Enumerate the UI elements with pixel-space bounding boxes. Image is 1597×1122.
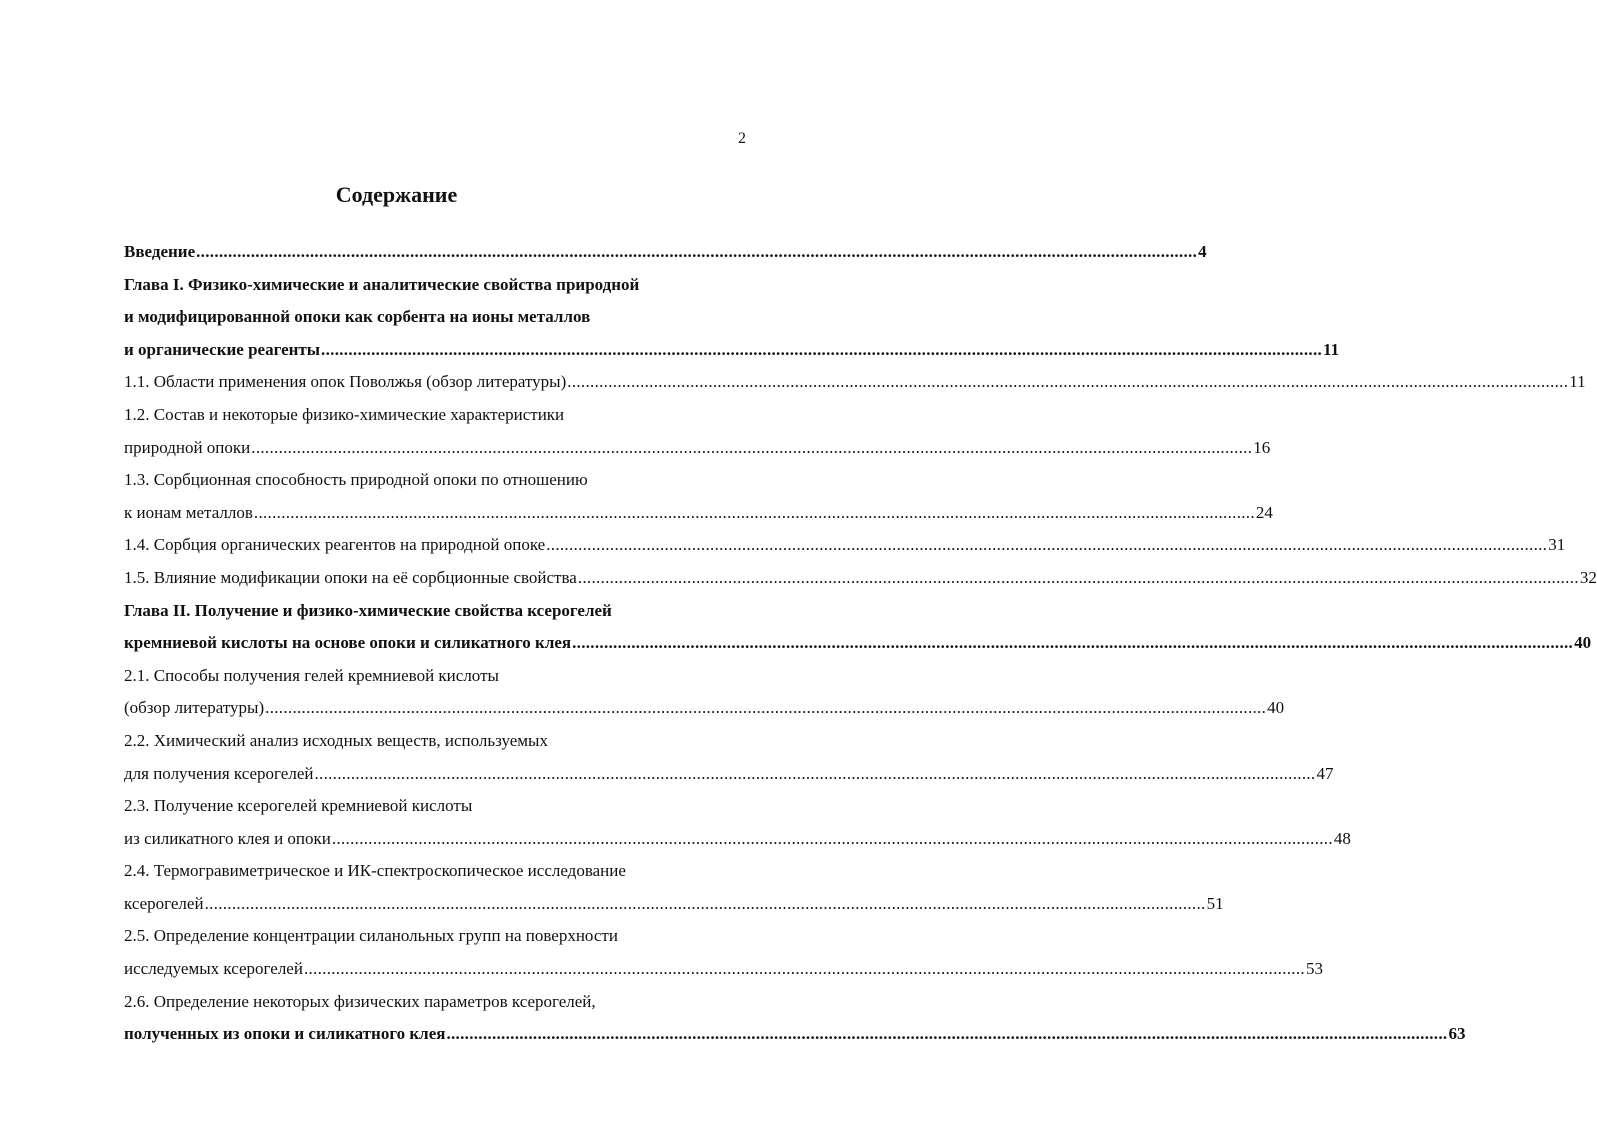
toc-leader-dots: ............................................................................................................................................................................................................................ (572, 633, 1574, 653)
toc-entry-text: 2.5. Определение концентрации силанольных групп на поверхности (124, 926, 618, 946)
toc-entry (124, 660, 722, 693)
toc-leader-dots: ............................................................................................................................................................................................................................ (567, 372, 1569, 392)
toc-leader-dots: ............................................................................................................................................................................................................................ (321, 339, 1323, 359)
toc-leader-dots: ............................................................................................................................................................................................................................ (204, 893, 1206, 913)
toc-entry-text: и модифицированной опоки как сорбента на ионы металлов (124, 307, 591, 327)
toc-leader-dots: ............................................................................................................................................................................................................................ (446, 1024, 1448, 1044)
toc-entry-text: полученных из опоки и силикатного клея (124, 1024, 446, 1044)
toc-entry-text: Введение (124, 242, 196, 261)
toc-entry-text: к ионам металлов (124, 502, 253, 522)
toc-page-number: 48 (1333, 828, 1351, 848)
toc-entry-text: Глава II. Получение и физико-химические свойства ксерогелей (124, 600, 612, 620)
toc-entry (124, 790, 722, 823)
toc-leader-dots: ............................................................................................................................................................................................................................ (253, 502, 1255, 522)
toc-page-number: 32 (1579, 567, 1597, 587)
toc-page-number: 40 (1574, 633, 1592, 653)
toc-page-number: 51 (1206, 893, 1224, 913)
page-number: 2 (738, 130, 746, 147)
toc-page-number: 11 (1323, 339, 1340, 359)
toc-entry-text: 1.2. Состав и некоторые физико-химические характеристики (124, 404, 565, 424)
toc-entry (124, 758, 1334, 791)
toc-entry (124, 236, 1207, 269)
toc-entry-text: Глава I. Физико-химические и аналитические свойства природной (124, 274, 640, 294)
toc-page-number: 4 (1198, 242, 1207, 261)
toc-entry-text: исследуемых ксерогелей (124, 959, 303, 979)
toc-leader-dots: ............................................................................................................................................................................................................................ (303, 959, 1305, 979)
toc-entry (124, 953, 1323, 986)
toc-entry-text: 1.1. Области применения опок Поволжья (обзор литературы) (124, 372, 567, 392)
toc-page-number: 16 (1253, 437, 1271, 457)
toc-leader-dots: ............................................................................................................................................................................................................................ (314, 763, 1316, 783)
toc-entry (124, 399, 722, 432)
toc-leader-dots: ............................................................................................................................................................................................................................ (331, 828, 1333, 848)
toc-entry (124, 464, 722, 497)
toc-leader-dots: ............................................................................................................................................................................................................................ (546, 535, 1548, 555)
toc-entry (124, 595, 722, 628)
toc-entry (124, 986, 722, 1019)
toc-entry (124, 366, 1586, 399)
toc-entry-text: 2.3. Получение ксерогелей кремниевой кислоты (124, 796, 473, 816)
toc-leader-dots: ............................................................................................................................................................................................................................ (251, 437, 1253, 457)
toc-entry-text: 2.4. Термогравиметрическое и ИК-спектроскопическое исследование (124, 861, 626, 881)
toc-entry (124, 301, 722, 334)
toc-entry-text: 2.1. Способы получения гелей кремниевой кислоты (124, 665, 499, 685)
toc-entry (124, 497, 1273, 530)
toc-entry-text: 1.5. Влияние модификации опоки на её сорбционные свойства (124, 567, 577, 587)
toc-entry-text: 1.3. Сорбционная способность природной опоки по отношению (124, 470, 588, 490)
toc-entry (124, 1018, 1466, 1051)
toc-entry (124, 562, 1597, 595)
toc-page-number: 11 (1569, 372, 1586, 392)
toc-entry (124, 627, 1592, 660)
toc-page-number: 47 (1316, 763, 1334, 783)
toc-entry-text: 2.6. Определение некоторых физических параметров ксерогелей, (124, 991, 596, 1011)
toc-entry-text: кремниевой кислоты на основе опоки и силикатного клея (124, 633, 572, 653)
toc-entry (124, 432, 1271, 465)
toc-entry (124, 888, 1224, 921)
toc-entry-text: 1.4. Сорбция органических реагентов на природной опоке (124, 535, 546, 555)
toc-entry-text: и органические реагенты (124, 339, 321, 359)
toc-entry (124, 855, 722, 888)
page-title: Содержание (335, 182, 458, 207)
toc-entry (124, 920, 722, 953)
toc-page-number: 40 (1267, 698, 1285, 718)
toc-entry-text: ксерогелей (124, 893, 204, 913)
toc-entry-text: природной опоки (124, 437, 251, 457)
toc-entry (124, 269, 722, 302)
toc-entry-text: (обзор литературы) (124, 698, 265, 718)
toc-leader-dots: ............................................................................................................................................................................................................................ (265, 698, 1267, 718)
toc-leader-dots: ............................................................................................................................................................................................................................ (196, 242, 1198, 261)
toc-entry (124, 725, 722, 758)
toc-page-number: 31 (1548, 535, 1566, 555)
toc-entry (124, 334, 1340, 367)
table-of-contents (124, 236, 1597, 1051)
toc-entry-text: 2.2. Химический анализ исходных веществ, используемых (124, 730, 548, 750)
toc-page-number: 53 (1305, 959, 1323, 979)
toc-entry-text: из силикатного клея и опоки (124, 828, 331, 848)
toc-page-number: 24 (1255, 502, 1273, 522)
toc-entry (124, 529, 1566, 562)
toc-entry (124, 692, 1285, 725)
toc-entry (124, 823, 1351, 856)
toc-page-number: 63 (1448, 1024, 1466, 1044)
toc-leader-dots: ............................................................................................................................................................................................................................ (577, 567, 1579, 587)
toc-entry-text: для получения ксерогелей (124, 763, 314, 783)
